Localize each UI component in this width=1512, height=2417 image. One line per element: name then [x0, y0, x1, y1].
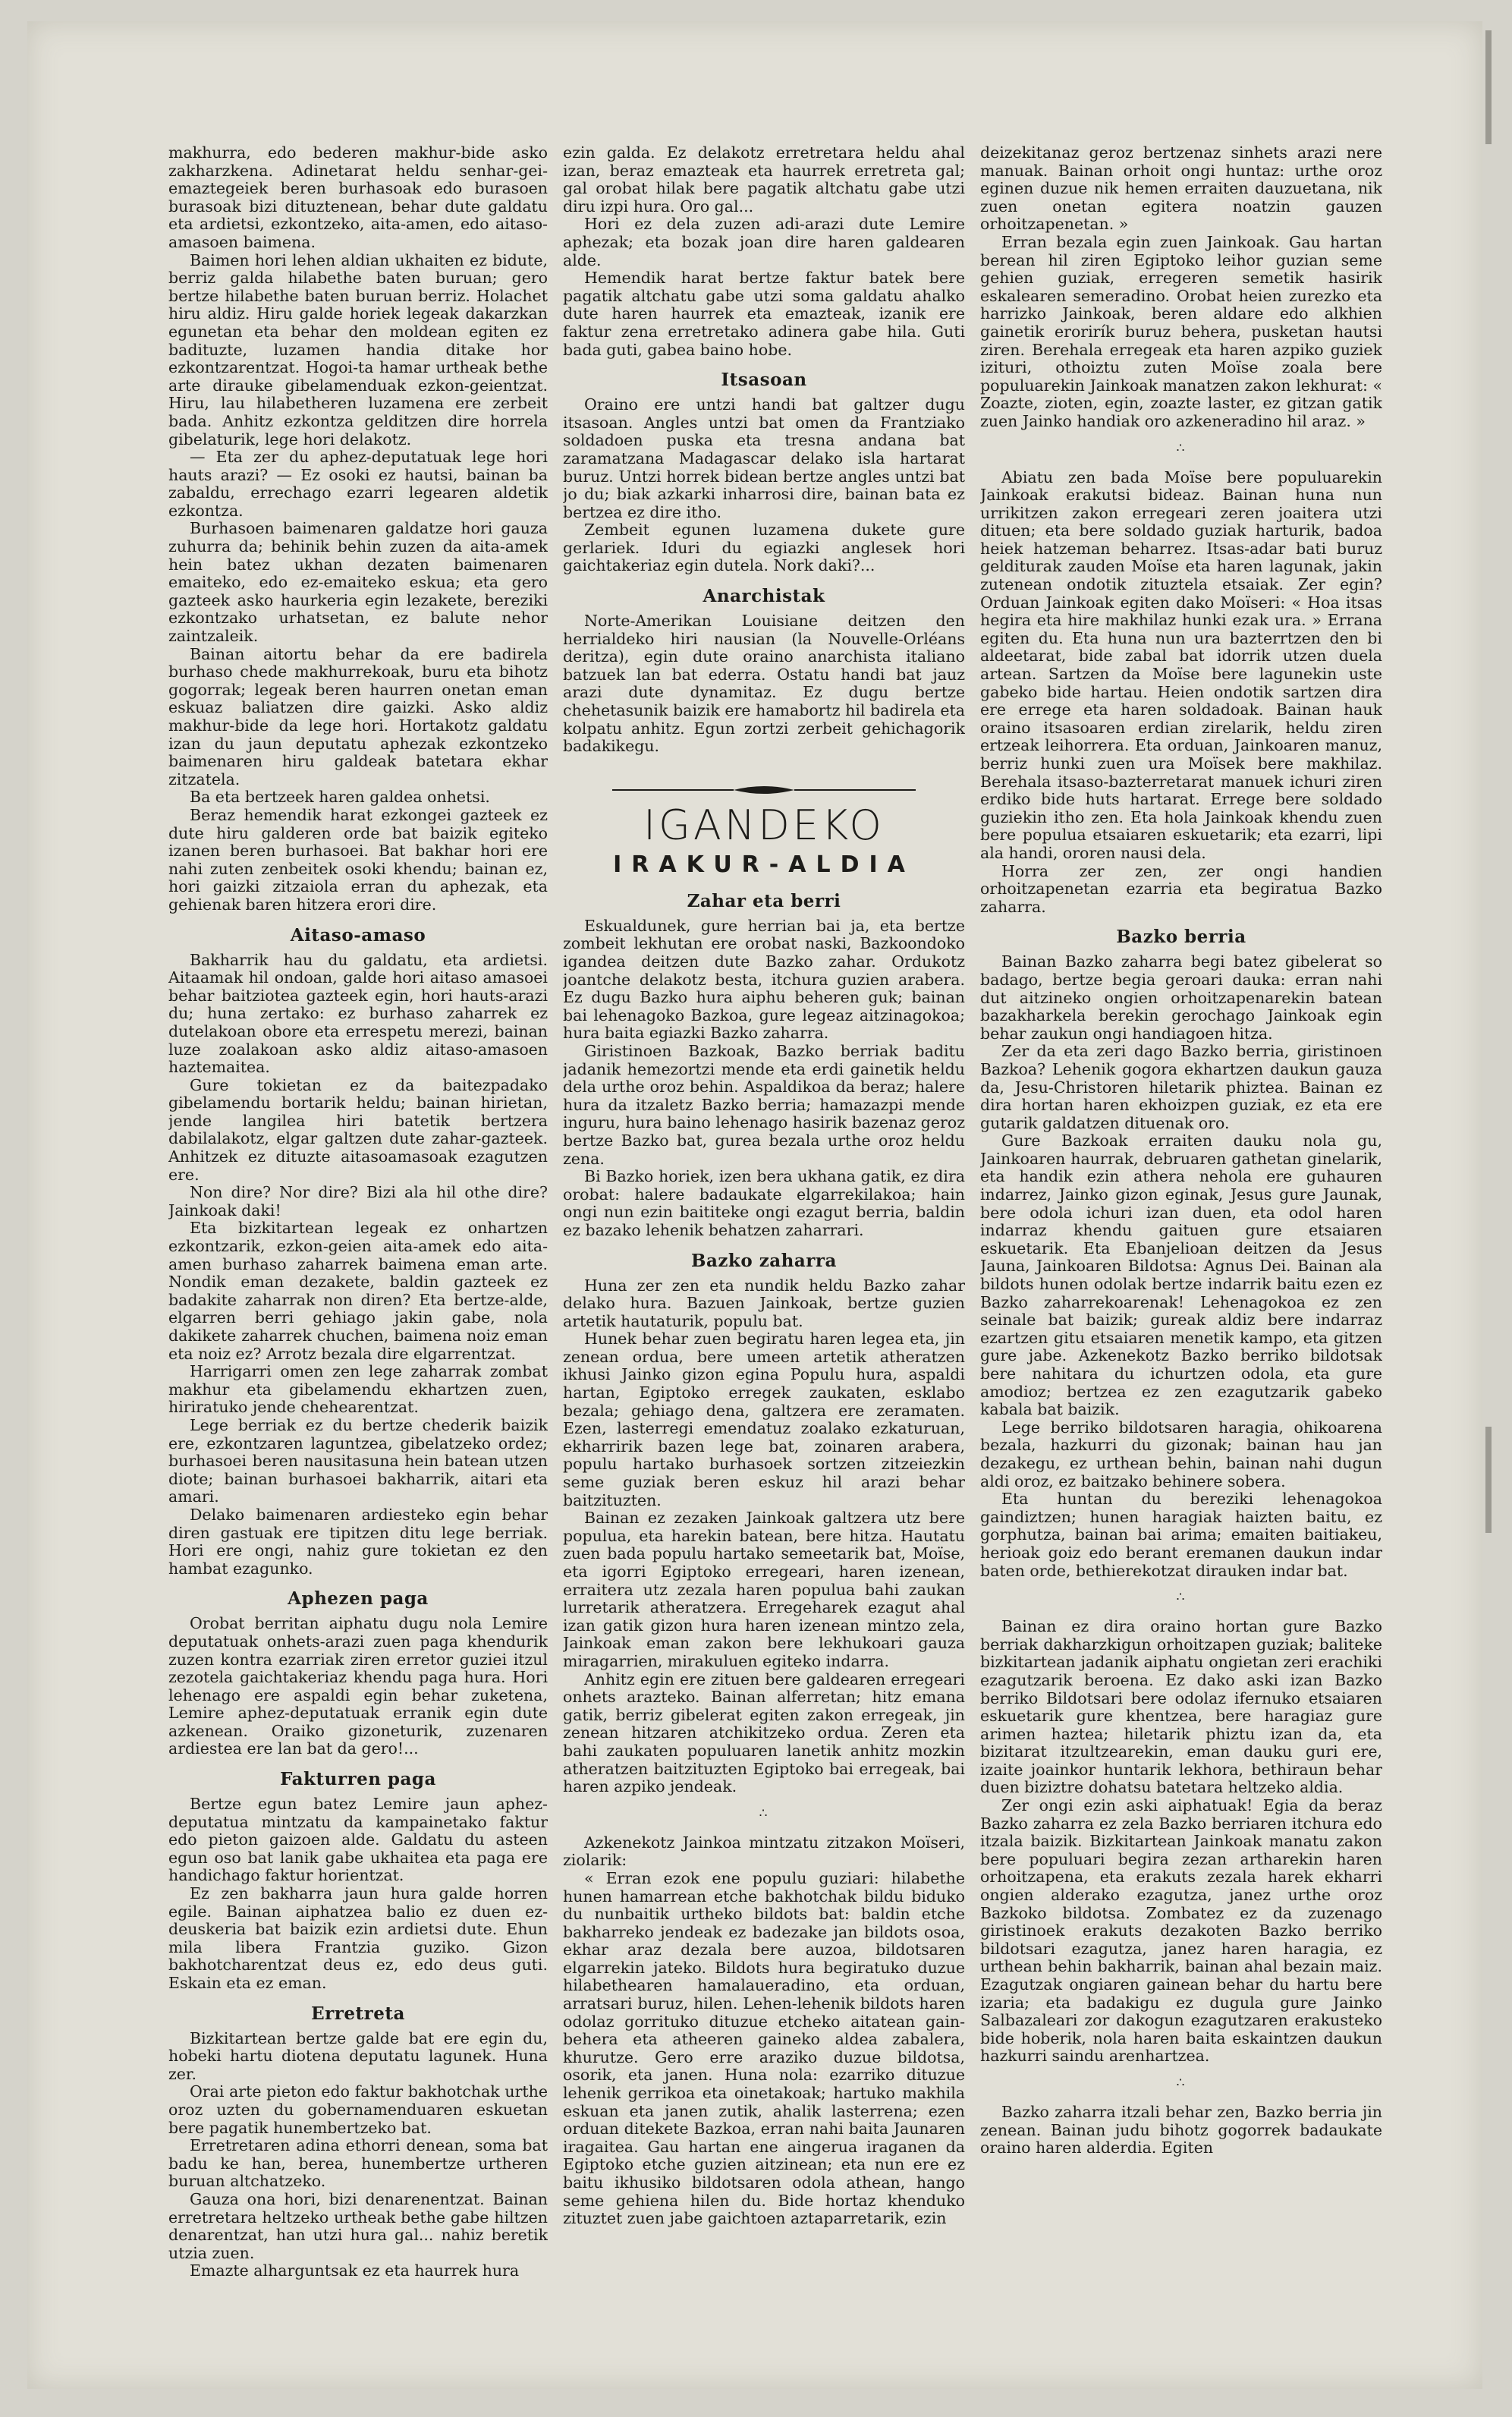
paragraph: Huna zer zen eta nundik heldu Bazko zahar delako hura. Bazuen Jainkoak, bertze guzien artetik hautaturik, populu bat.: [563, 1276, 965, 1330]
paragraph: Ba eta bertzeek haren galdea onhetsi.: [190, 788, 490, 807]
section-title-bazko-zaharra: Bazko zaharra: [691, 1250, 837, 1271]
paragraph: Ez zen bakharra jaun hura galde horren egile. Bainan aiphatzea balio ez duen ez-deuskeria bat baizik ezin ardietsi dute. Ehun mila libera Frantzia guziko. Gizon bakhotcharentzat deus ez, edo deus guti. Eskain eta ez eman.: [168, 1884, 548, 1992]
paragraph: Baimen hori lehen aldian ukhaiten ez bidute, berriz galda hilabethe baten buruan; gero bertze hilabethe baten buruan berriz. Holachet hiru aldiz. Hiru galde horiek legeak dakarzkan egunetan eta behar den moldean egiten ez badituzte, luzamen handia ditake hor ezkontzarentzat. Hogoi-ta hamar urtheak bethe arte dirauke gibelamenduak ezkon-geientzat. Hiru, lau hilabetheren luzamena ere zerbeit bada. Anhitz ezkontza gelditzen dire horrela gibelaturik, lege hori delakotz.: [168, 250, 548, 448]
paragraph: Zembeit egunen luzamena dukete gure gerlariek. Iduri du egiazki anglesek hori gaichtakeriaz egin dutela. Nork daki?...: [563, 521, 965, 575]
paragraph: Bi Bazko horiek, izen bera ukhana gatik, ez dira orobat: halere badaukate elgarrekilakoa; hain ongi nun ezin baititeke ongi ezagut berria, baldin ez bazako lehenik behatzen zaharrari.: [563, 1167, 965, 1239]
column-1: [168, 144, 548, 2336]
section-title-erretreta: Erretreta: [311, 2003, 405, 2024]
paragraph: Bainan ez zezaken Jainkoak galtzera utz bere populua, eta harekin batean, bere hitza. Hautatu zuen bada populu hartako semeetarik bat, Moïse, eta igorri Egiptoko erregeari, haren izenean, erraitera utz zezala haren populua bahi zaukan lurretarik atheratzera. Erregeharek ezagut ahal izan gatik gizon hura haren izenean mintzo zela, Jainkoak eman zakon bere lekhukoari gauza miragarrien, mirakuluen egiteko indarra.: [563, 1509, 965, 1670]
paragraph: Delako baimenaren ardiesteko egin behar diren gastuak ere tipitzen ditu lege berriak. Hori ere ongi, nahiz gure tokietan ez den hambat ezagunko.: [168, 1505, 548, 1578]
page-edge-mark: [1485, 30, 1492, 144]
section-title-bazko-berria: Bazko berria: [1116, 927, 1246, 948]
paragraph: Harrigarri omen zen lege zaharrak zombat makhur eta gibelamendu ekhartzen zuen, hiriratuko jende chehearentzat.: [168, 1362, 548, 1417]
paragraph: « Erran ezok ene populu guziari: hilabethe hunen hamarrean etche bakhotchak bildu biduko du nunbaitik urtheko bildots bat: baldin etche bakharreko jendeak ez badezake jan bildots osoa, ekhar araz dezala bere auzoa, bildotsaren elgarrekin jateko. Bildots hura begiratuko duzue hilabethearen hamalaueradino, eta orduan, arratsari buruz, hilen. Lehen-lehenik bildots haren odolaz gorrituko dituzue etcheko aitatean gain-behera eta atheeren gaineko aldea zabalera, khurutze. Gero erre araziko duzue bildotsa, osorik, eta janen. Huna nola: ezarriko dituzue lehenik gerrikoa eta oinetakoak; hartuko makhila eskuan eta janen zutik, ahalik lasterrena; ezen orduan ditekete Bazkoa, erran nahi baita Jaunaren iragaitea. Gau hartan ene aingerua iraganen da Egiptoko etche guzien aitzinean; eta nun ere ez baitu ikhusiko bildotsaren odola athean, hango seme gehiena hilen du. Bide hortaz khenduko zituztet zuen jabe gaichtoen aztaparretarik, ezin: [563, 1868, 965, 2228]
paragraph: Orai arte pieton edo faktur bakhotchak urthe oroz uzten du gobernamenduaren eskuetan bere pagatik hunembertzeko bat.: [168, 2082, 548, 2137]
column-2: [563, 144, 965, 2336]
paragraph: Giristinoen Bazkoak, Bazko berriak baditu jadanik hemezortzi mende eta erdi gainetik heldu dela urthe oroz behin. Aspaldikoa da beraz; halere hura da itzaletz Bazko berria; hamazazpi mende inguru, hura baino lehenago hasirik bazenaz geroz bertze Bazko bat, gurea bezala urthe oroz heldu zena.: [563, 1041, 965, 1168]
paragraph: Bainan ez dira oraino hortan gure Bazko berriak dakharzkigun orhoitzapen guziak; baliteke bizkitartean jadanik aiphatu ongietan zeri erachiki ezagutzarik beroena. Ez dako aski izan Bazko berriko Bildotsari bere odolaz ifernuko etsaiaren eskuetarik gure khentzea, bere haragiaz gure arimen haztea; hiletarik phiztu izan da, eta bizitarat itzultzearekin, eman dauku guri ere, izaite joainkor huntarik lekhora, bethiraun behar duen biziztre dohatsu batetara heltzeko aldia.: [980, 1617, 1382, 1797]
paragraph: Norte-Amerikan Louisiane deitzen den herrialdeko hiri nausian (la Nouvelle-Orléans deritza), egin dute oraino anarchista italiano batzuek lan bat ederra. Ostatu handi bat jauz arazi dute dynamitaz. Ez dugu bertze chehetasunik baizik ere hamabortz hil badirela eta kolpatu anhitz. Egun zortzi zerbeit gehichagorik badakikegu.: [563, 612, 965, 756]
section-title-anarchistak: Anarchistak: [703, 586, 825, 607]
paragraph: Bazko zaharra itzali behar zen, Bazko berria jin zenean. Bainan judu bihotz gogorrek badaukate oraino haren alderdia. Egiten: [980, 2102, 1382, 2157]
paragraph: Horra zer zen, zer ongi handien orhoitzapenetan ezarria eta begiratua Bazko zaharra.: [980, 861, 1382, 916]
paragraph: Eta huntan du bereziki lehenagokoa gaindiztzen; hunen haragiak haizten baitu, ez gorphutza, bainan bai arima; emaiten baitiakeu, herioak goiz edo berant eremanen daukun indar baten orde, bethierekotzat dirauken indar bat.: [980, 1490, 1382, 1580]
newspaper-sheet: [27, 21, 1482, 2389]
section-divider: ∴: [1176, 1590, 1187, 1606]
paragraph: Gure tokietan ez da baitezpadako gibelamendu bortarik heldu; bainan hirietan, jende langilea hiri batetik bertzera dabilalakotz, elgar galtzen dute zahar-gazteek. Anhitzek ez dituzte aitasoamasoak ezagutzen ere.: [168, 1075, 548, 1184]
column-1-intro: [168, 144, 548, 914]
section-divider: ∴: [1176, 2075, 1187, 2091]
paragraph: Eskualdunek, gure herrian bai ja, eta bertze zombeit lekhutan ere orobat naski, Bazkoondoko igandea deitzen dute Bazko zahar. Ordukotz joantche delakotz besta, itchura guzien arabera. Ez dugu Bazko hura aiphu beheren guk; bainan bai lehenagoko Bazkoa, gure legeaz aitzinagokoa; hura baita egiazki Bazko zaharra.: [563, 916, 965, 1043]
section-title-zahar-eta-berri: Zahar eta berri: [687, 890, 841, 911]
paragraph: Eta bizkitartean legeak ez onhartzen ezkontzarik, ezkon-geien aita-amek edo aita-amen burhaso zaharrek baimena eman arte. Nondik eman dezakete, baldin gazteek ez badakite zaharrak non diren? Eta bertze-alde, elgarren berri gehiago jakin gabe, nola dakikete zaharrek chuchen, baimena noiz eman eta noiz ez? Arrotz bezala dire elgarrentzat.: [168, 1219, 548, 1363]
paragraph: Abiatu zen bada Moïse bere populuarekin Jainkoak erakutsi bideaz. Bainan huna nun urrikitzen zakon erregeari zeren joaitera utzi dituen; eta bere soldado guziak harturik, badoa heiek hatzeman beharrez. Itsas-adar bati buruz gelditurak zauden Moïse eta haren lagunak, jakin zutenean ondotik zituztela etsaiak. Zer egin? Orduan Jainkoak egiten dako Moïseri: « Hoa itsas hegira eta hire makhilaz hunki ezak ura. » Errana egiten du. Eta huna nun ura bazterrtzen den bi aldeetarat, bide zabal bat idorrik utzen duela artean. Sartzen da Moïse bere lagunekin uste gabeko bide hartau. Heien ondotik sartzen dira ere errege eta haren soldadoak. Bainan hauk oraino itsasoaren erdian zirelarik, heldu ziren ertzeak leihorrera. Eta orduan, Jainkoaren manuz, berriz hunki zuen ura Moïsek bere makhilaz. Berehala itsaso-bazterretarat manuek ichuri ziren erdiko bide huts hartarat. Errege bere soldado guziekin itho zen. Eta hola Jainkoak khendu zuen bere populua etsaiaren eskuetarik; eta ezarri, lipi ala handi, ororen nausi dela.: [980, 467, 1382, 862]
paragraph: — Eta zer du aphez-deputatuak lege hori hauts arazi? — Ez osoki ez hautsi, bainan ba zabaldu, errechago ezarri legearen aldetik ezkontza.: [168, 448, 548, 520]
paragraph: Oraino ere untzi handi bat galtzer dugu itsasoan. Angles untzi bat omen da Frantziako soldadoen puska eta tresna andana bat zaramatzana Madagascar delako isla hartarat buruz. Untzi horrek bidean bertze angles untzi bat jo du; biak azkarki inharrosi dire, bainan bata ez bertzea ez dire itho.: [563, 395, 965, 521]
paragraph: Zer ongi ezin aski aiphatuak! Egia da beraz Bazko zaharra ez zela Bazko berriaren itchura edo itzala baizik. Bizkitartean Jainkoak manatu zakon bere populuari begira zezan artharekin haren orhoitzapena, eta erakuts zezala harek ekharri ongien alderako ezagutza, janez urthe oroz Bazkoko bildotsa. Zombatez ez da zuzenago giristinoek erakuts dezakoten Bazko berriko bildotsari ezagutza, janez haren haragia, ez urthean behin bakharrik, bainan ahal bezain maiz. Ezagutzak ongiaren gainean behar du hartu bere izaria; eta badakigu ez dugula gure Jainko Salbazaleari zor dakogun ezagutzaren erakusteko bide hoberik, nola haren baita eskaintzen daukun hazkurri saindu arenhartzea.: [980, 1796, 1382, 2066]
section-title-fakturren-paga: Fakturren paga: [280, 1769, 436, 1790]
paragraph: Azkenekotz Jainkoa mintzatu zitzakon Moïseri, ziolarik:: [563, 1833, 965, 1870]
paragraph: Bizkitartean bertze galde bat ere egin du, hobeki hartu diotena deputatu lagunek. Huna zer.: [168, 2028, 548, 2083]
paragraph: Bertze egun batez Lemire jaun aphez-deputatua mintzatu da kampainetako faktur edo pieton gaizoen alde. Galdatu du asteen egun oso bat lanik gabe ukhaitea eta paga ere handichago faktur horientzat.: [168, 1795, 548, 1885]
masthead-title: IGANDEKO: [643, 801, 885, 849]
paragraph: Burhasoen baimenaren galdatze hori gauza zuhurra da; behinik behin zuzen da aita-amek hein batez ukhan dezaten baimenaren emaiteko, edo ez-emaiteko eskua; eta gero gazteek asko haurkeria egin lezakete, bereziki ezkontzako urhatsetan, ez balute nehor zaintzaleik.: [168, 519, 548, 646]
section-title-aphezen-paga: Aphezen paga: [288, 1588, 429, 1610]
paragraph: Gure Bazkoak erraiten dauku nola gu, Jainkoaren haurrak, debruaren gathetan ginelarik, eta handik ezin athera nehola ere guhauren indarrez, Jainko gizon eginak, Jesus gure Jaunak, bere odola ichuri izan duen, eta odol haren indarraz khendu gaituen gure etsaiaren eskuetarik. Eta Ebanjelioan deitzen da Jesus Jauna, Jainkoaren Bildotsa: Agnus Dei. Bainan ala bildots hunen odolak bertze indarrik baitu ezen ez Bazko zaharrekoarenak! Lehenagokoa ez zen seinale bat baizik; gureak aldiz bere indarraz ezartzen gitu etsaiaren menetik kampo, eta gitzen gure jabe. Azkenekotz Bazko berriko bildotsak bere nahitara du ichurtzen odola, eta gure amodioz; bertzea ez zen ezagutzarik gabeko kabala bat baizik.: [980, 1131, 1382, 1419]
supplement-masthead: [563, 782, 965, 879]
ornamental-rule: [563, 782, 965, 798]
paragraph: Lege berriko bildotsaren haragia, ohikoarena bezala, hazkurri du gizonak; bainan hau jan dezakegu, ez urthean behin, bainan nahi dugun aldi oroz, ez baitzako behinere sobera.: [980, 1418, 1382, 1490]
paragraph: makhurra, edo bederen makhur-bide asko zakharzkena. Adinetarat heldu senhar-gei-emaztegeiek beren burhasoak edo burasoen burasoak bizi dituztenean, behar dute galdatu eta ardietsi, ezkontzeko, aita-amen, edo aitaso-amasoen baimena.: [168, 144, 548, 251]
section-title-itsasoan: Itsasoan: [721, 370, 807, 391]
section-title-aitaso-amaso: Aitaso-amaso: [290, 924, 426, 946]
paragraph: Anhitz egin ere zituen bere galdearen erregeari onhets arazteko. Bainan alferretan; hitz emana gatik, berriz gibelerat egiten zakon erregeak, jin zenean hitzaren atchikitzeko ordua. Zeren eta bahi zaukaten populuaren lanetik anhitz mozkin atheratzen baitzituzten Egiptoko bai erregeak, bai haren azpiko jendeak.: [563, 1670, 965, 1796]
section-divider: ∴: [1176, 440, 1187, 456]
paragraph: Zer da eta zeri dago Bazko berria, giristinoen Bazkoa? Lehenik gogora ekhartzen daukun gauza da, Jesu-Christoren hiletarik phiztea. Bainan ez dira hortan haren ekhoizpen guziak, ez eta ere gutarik galdatzen dituenak oro.: [980, 1042, 1382, 1132]
paragraph: ezin galda. Ez delakotz erretretara heldu ahal izan, beraz emazteak eta haurrek erretreta gal; gal orobat hilak bere pagatik altchatu gabe utzi diru izpi hura. Oro gal...: [563, 144, 965, 216]
paragraph: Emazte alharguntsak ez eta haurrek hura: [190, 2261, 520, 2280]
paragraph: Erran bezala egin zuen Jainkoak. Gau hartan berean hil ziren Egiptoko leihor guzian seme gehien guziak, erregeren semetik hasirik eskalearen semeradino. Orobat heien zurezko eta harrizko Jainkoak, beren aldare edo alkhien gainetik erorirík buruz behera, pusketan hautsi ziren. Berehala erregeak eta haren azpiko guziek izituri, othoiztu zuten Moïse zoala bere populuarekin Jainkoak manatzen zakon lekhurat: « Zoazte, zioten, egin, zoazte laster, ez gitzan gatik zuen Jainko handiak oro azkeneradino hil araz. »: [980, 232, 1382, 430]
paragraph: Lege berriak ez du bertze chederik baizik ere, ezkontzaren laguntzea, gibelatzeko ordez; burhasoei beren nausitasuna hein batean utzen diote; bainan burhasoei bakharrik, aitari eta amari.: [168, 1415, 548, 1506]
paragraph: Hori ez dela zuzen adi-arazi dute Lemire aphezak; eta bozak joan dire haren galdearen alde.: [563, 215, 965, 269]
masthead-subtitle: IRAKUR-ALDIA: [613, 851, 915, 878]
column-3: [980, 144, 1382, 2336]
paragraph: Beraz hemendik harat ezkongei gazteek ez dute hiru galderen orde bat baizik egiteko izanen beren burhasoei. Bat bakhar hori ere nahi zuten zenbeitek osoki khendu; bainan ez, hori gaizki zitzaiola erran du aphezak, eta gehienak baren hitzera erori dire.: [168, 805, 548, 914]
paragraph: Non dire? Nor dire? Bizi ala hil othe dire? Jainkoak daki!: [168, 1183, 548, 1220]
paragraph: Orobat berritan aiphatu dugu nola Lemire deputatuak onhets-arazi zuen paga khendurik zuzen kontra ezarriak ziren erretor guziei itzul zezotela gaichtakeriaz khendu paga hura. Hori lehenago ere aspaldi egin behar zuketena, Lemire aphez-deputatuak erranik egin dute azkenean. Oraiko gizoneturik, zuzenaren ardiestea ere lan bat da gero!...: [168, 1614, 548, 1758]
paragraph: Erretretaren adina ethorri denean, soma bat badu ke han, berea, hunembertze urtheren buruan altchatzeko.: [168, 2136, 548, 2191]
paragraph: deizekitanaz geroz bertzenaz sinhets arazi nere manuak. Bainan orhoit ongi huntaz: urthe oroz eginen duzue nik hemen erraiten dauzuetana, nik zuen onetan egitera noatzin gauzen orhoitzapenetan. »: [980, 144, 1382, 234]
paragraph: Hemendik harat bertze faktur batek bere pagatik altchatu gabe utzi soma galdatu ahalko dute haren haurrek eta emazteak, izanik ere faktur zena erretretako adinera gabe hila. Guti bada guti, gabea baino hobe.: [563, 269, 965, 359]
paragraph: Hunek behar zuen begiratu haren legea eta, jin zenean ordua, bere umeen artetik atheratzen ikhusi Jainko gizon egina Populu hura, aspaldi hartan, Egiptoko erregek zaukaten, esklabo bezala; gehiago dena, galtzera ere zeramaten. Ezen, lasterregi emendatuz zoalako ezkaturuan, ekharririk bazen lege bat, zoinaren arabera, populu hartako burhasoek sortzen zitzeiezkin seme guziak beren eskuz hil arazi behar baitzituzten.: [563, 1330, 965, 1509]
section-divider: ∴: [759, 1805, 769, 1821]
paragraph: Bainan Bazko zaharra begi batez gibelerat so badago, bertze begia geroari dauka: erran nahi dut aitzineko ongien orhoitzapenarekin batean bazakharkela berekin gerochago Jainkoak egin behar zaukun ongi handiagoen hitza.: [980, 952, 1382, 1043]
paragraph: Gauza ona hori, bizi denarenentzat. Bainan erretretara heltzeko urtheak bethe gabe hiltzen denarentzat, han utzi hura gal... nahiz beretik utzia zuen.: [168, 2189, 548, 2262]
paragraph: Bainan aitortu behar da ere badirela burhaso chede makhurrekoak, buru eta bihotz gogorrak; legeak beren haurren onetan eman eskuaz baliatzen dire gaizki. Asko aldiz makhur-bide da lege hori. Hortakotz galdatu izan du jaun deputatu aphezak ezkontzeko baimenaren hiru galdeak batetara ekhar zitzatela.: [168, 644, 548, 788]
paragraph: Bakharrik hau du galdatu, eta ardietsi. Aitaamak hil ondoan, galde hori aitaso amasoei behar baitziotea gazteek egin, hori hauts-arazi du; huna zertako: ez burhaso zaharrek ez dutelakoan obore eta errespetu merezi, bainan luze zoalakoan asko aldiz aitaso-amasoen haztemaitea.: [168, 950, 548, 1077]
page-edge-mark: [1485, 1427, 1492, 1533]
